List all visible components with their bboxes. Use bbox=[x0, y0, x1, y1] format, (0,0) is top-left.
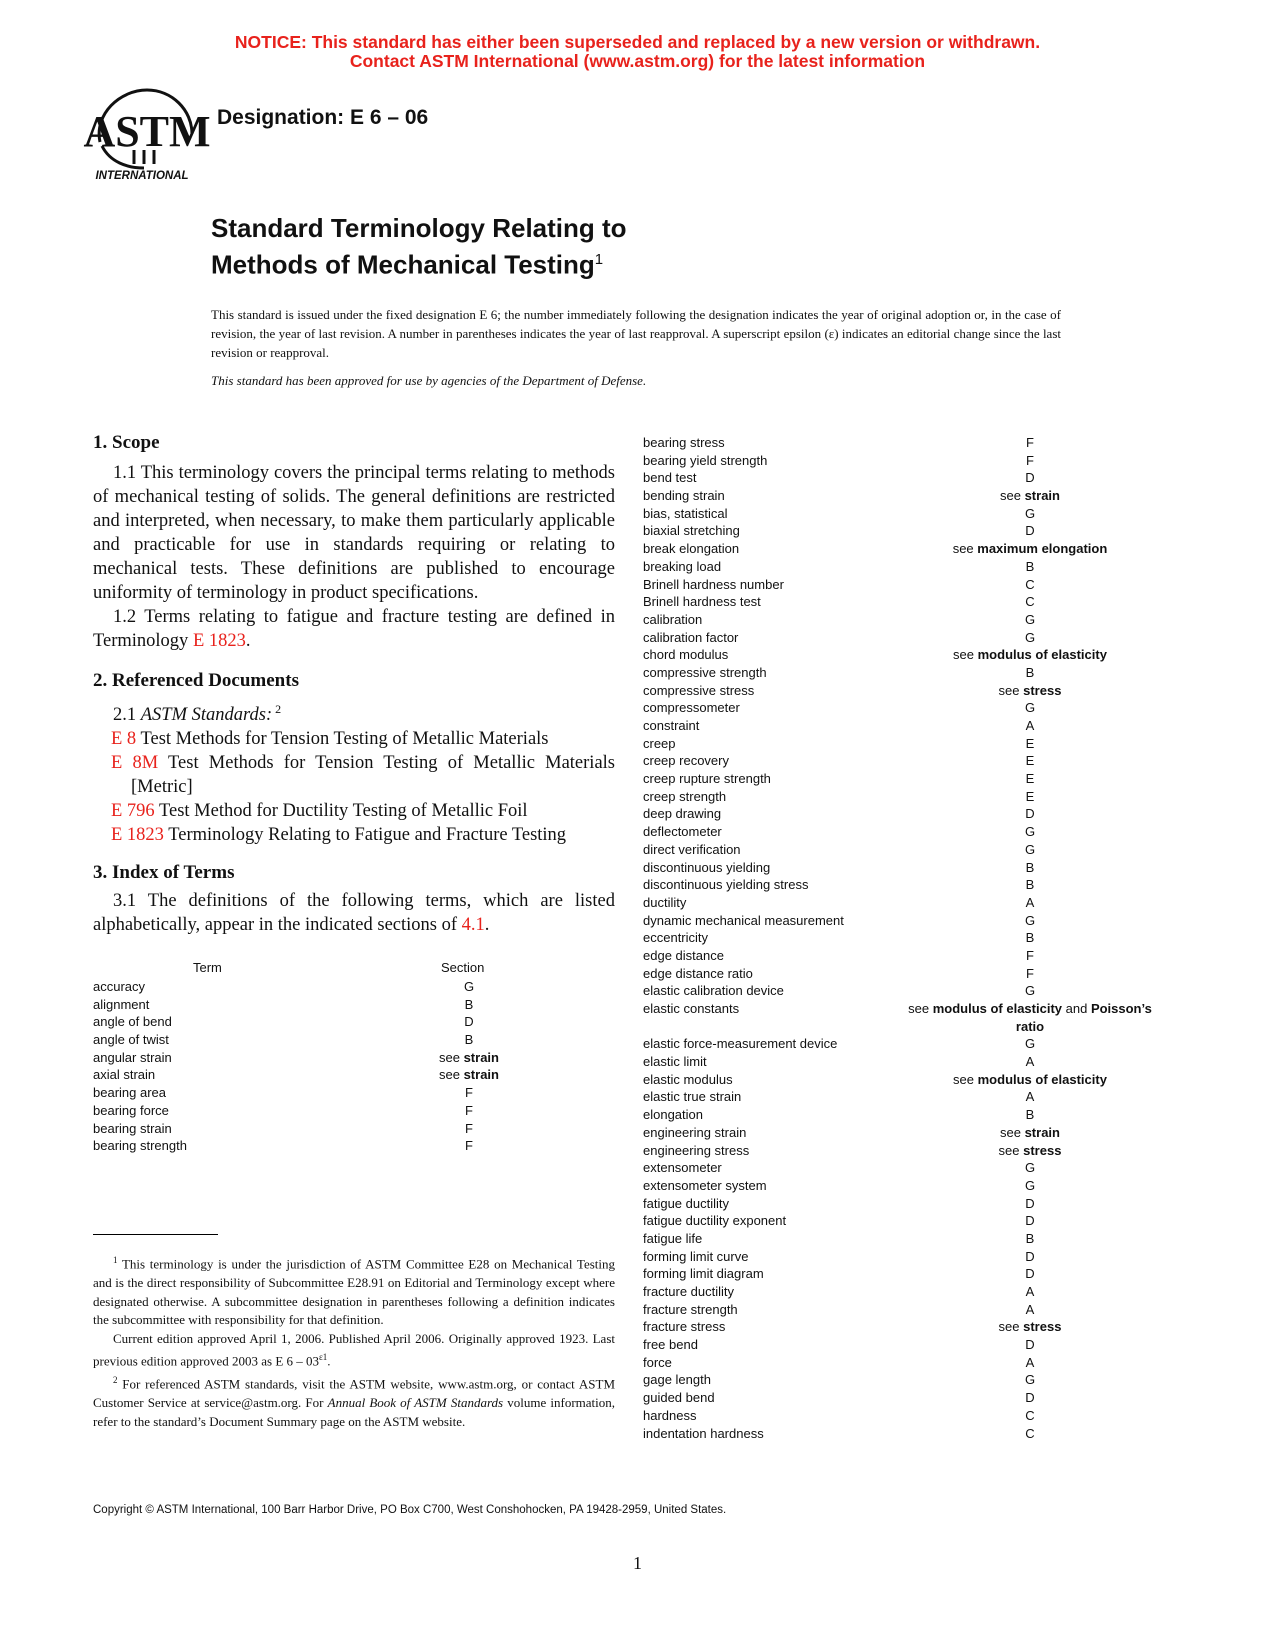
index-row bbox=[93, 1084, 615, 1102]
index-section: A bbox=[1025, 1284, 1035, 1299]
index-row bbox=[643, 1371, 1183, 1389]
index-section: E bbox=[1025, 771, 1035, 787]
index-term: angle of twist bbox=[93, 1032, 169, 1048]
scope-paragraph-2 bbox=[93, 605, 615, 653]
index-row bbox=[643, 894, 1183, 912]
index-term: elastic modulus bbox=[643, 1071, 733, 1087]
index-section bbox=[885, 682, 1175, 700]
index-term: angular strain bbox=[93, 1049, 172, 1065]
index-row bbox=[643, 965, 1183, 983]
scope-paragraph-1: 1.1 This terminology covers the principal terms relating to methods of mechanical testing of solids. The general definitions are restricted and interpreted, when necessary, to make them particularly applicable and practicable for use in standards requiring or relating to mechanical tests. These definitions are published to encourage uniformity of terminology in product specifications. bbox=[93, 463, 615, 603]
index-see-target: strain bbox=[463, 1049, 499, 1065]
index-row bbox=[643, 664, 1183, 682]
index-row bbox=[643, 1318, 1183, 1336]
index-term: breaking load bbox=[643, 558, 722, 574]
index-row bbox=[643, 770, 1183, 788]
index-row bbox=[643, 469, 1183, 487]
refdocs-sub-num: 2.1 bbox=[113, 705, 141, 726]
footnote-1-edition-end: . bbox=[327, 1353, 331, 1369]
index-row bbox=[643, 1283, 1183, 1301]
index-row bbox=[643, 982, 1183, 1000]
designation: Designation: E 6 – 06 bbox=[217, 106, 429, 129]
index-see-target: modulus of elasticity bbox=[932, 1001, 1063, 1016]
index-section: D bbox=[1025, 1266, 1035, 1282]
footnote-1-edition-text: Current edition approved April 1, 2006. Published April 2006. Originally approved 1923. Last previous edition approved 2003 as E 6 – 03 bbox=[93, 1330, 615, 1369]
footnote-1-edition bbox=[93, 1330, 615, 1372]
index-section bbox=[885, 487, 1175, 505]
index-section: G bbox=[1024, 841, 1036, 857]
col-header-term: Term bbox=[193, 960, 222, 975]
index-row bbox=[643, 682, 1183, 700]
footnote-2 bbox=[93, 1371, 615, 1431]
index-term: compressive strength bbox=[643, 664, 767, 680]
footnote-rule bbox=[93, 1234, 218, 1235]
index-row bbox=[643, 1088, 1183, 1106]
index-section: F bbox=[1026, 435, 1034, 450]
index-row bbox=[643, 522, 1183, 540]
index-section: A bbox=[1025, 1089, 1035, 1105]
index-term: fracture stress bbox=[643, 1319, 726, 1335]
index-row bbox=[93, 1120, 615, 1138]
index-section: G bbox=[1024, 700, 1036, 716]
index-section: G bbox=[1024, 1160, 1036, 1176]
index-row bbox=[643, 805, 1183, 823]
index-term: fatigue ductility exponent bbox=[643, 1213, 787, 1229]
index-term: elongation bbox=[643, 1107, 703, 1123]
index-section bbox=[885, 1142, 1175, 1160]
reference-list bbox=[93, 727, 615, 847]
index-term: creep strength bbox=[643, 788, 727, 804]
svg-text:ASTM: ASTM bbox=[83, 107, 211, 156]
index-section: D bbox=[1025, 1195, 1035, 1211]
index-section: F bbox=[465, 1085, 473, 1101]
index-section bbox=[885, 646, 1175, 664]
footnote-1-mark: 1 bbox=[113, 1255, 118, 1265]
index-section: G bbox=[1024, 1036, 1036, 1052]
index-term: bearing yield strength bbox=[643, 452, 768, 468]
index-section: D bbox=[1025, 806, 1035, 822]
index-row bbox=[643, 1336, 1183, 1354]
index-row bbox=[643, 629, 1183, 647]
index-section: B bbox=[464, 1032, 474, 1048]
index-see-word: see bbox=[953, 1071, 978, 1087]
index-row bbox=[643, 505, 1183, 523]
index-term: calibration bbox=[643, 611, 703, 627]
astm-logo-icon bbox=[83, 84, 211, 182]
index-see-target: strain bbox=[1024, 488, 1060, 504]
index-section: A bbox=[1025, 894, 1035, 910]
index-row bbox=[643, 912, 1183, 930]
index-see-target: stress bbox=[1023, 682, 1062, 698]
index-row bbox=[643, 1195, 1183, 1213]
index-term: bending strain bbox=[643, 488, 725, 504]
reference-item bbox=[93, 799, 615, 823]
scope-p2-text: 1.2 Terms relating to fatigue and fracture testing are defined in Terminology bbox=[93, 607, 615, 651]
index-term: Brinell hardness number bbox=[643, 576, 784, 592]
index-row bbox=[93, 978, 615, 996]
index-term: hardness bbox=[643, 1407, 697, 1423]
index-term: bearing area bbox=[93, 1085, 166, 1101]
index-section: B bbox=[1025, 1230, 1035, 1246]
index-term: forming limit diagram bbox=[643, 1266, 764, 1282]
index-row bbox=[643, 788, 1183, 806]
index-row bbox=[643, 1389, 1183, 1407]
index-row bbox=[93, 1013, 615, 1031]
index-see-target: stress bbox=[1023, 1142, 1062, 1158]
index-term: discontinuous yielding bbox=[643, 859, 771, 875]
index-row bbox=[643, 717, 1183, 735]
index-section: F bbox=[465, 1120, 473, 1136]
index-section: B bbox=[1025, 664, 1035, 680]
index-term: elastic force-measurement device bbox=[643, 1036, 838, 1052]
index-section: B bbox=[1025, 1107, 1035, 1123]
index-section: E bbox=[1025, 753, 1035, 769]
index-term: axial strain bbox=[93, 1067, 156, 1083]
index-term: chord modulus bbox=[643, 647, 729, 663]
index-term: free bend bbox=[643, 1337, 698, 1353]
index-row bbox=[643, 1053, 1183, 1071]
index-term: calibration factor bbox=[643, 629, 739, 645]
page-number: 1 bbox=[633, 1553, 642, 1573]
index-see-word: see bbox=[439, 1049, 464, 1065]
index-see-target-continued: ratio bbox=[1015, 1018, 1045, 1034]
reference-code-link[interactable]: E 796 bbox=[111, 801, 155, 822]
scope-p2-end: . bbox=[245, 631, 251, 651]
index-row-continuation bbox=[643, 1018, 1183, 1036]
index-section: F bbox=[1026, 452, 1034, 468]
index-section: G bbox=[1024, 629, 1036, 645]
index-row bbox=[643, 452, 1183, 470]
index-term: direct verification bbox=[643, 841, 741, 857]
reference-code-link[interactable]: E 1823 bbox=[111, 825, 164, 846]
index-heading: 3. Index of Terms bbox=[93, 862, 235, 884]
index-term: edge distance bbox=[643, 947, 724, 963]
index-term: fatigue ductility bbox=[643, 1195, 729, 1211]
footnote-1-text: This terminology is under the jurisdiction of ASTM Committee E28 on Mechanical Testing and is the direct responsibility of Subcommittee E28.91 on Editorial and Terminology except where designated otherwise. A subcommittee designation in parentheses following a definition indicates the subcommittee with responsibility for that definition. bbox=[93, 1256, 615, 1328]
index-section: G bbox=[1024, 824, 1036, 840]
index-row bbox=[643, 1035, 1183, 1053]
index-term: compressive stress bbox=[643, 682, 755, 698]
index-see-word: see bbox=[998, 682, 1024, 698]
index-row bbox=[643, 1177, 1183, 1195]
index-section: C bbox=[1025, 1425, 1035, 1441]
index-row bbox=[93, 1102, 615, 1120]
document-title bbox=[211, 213, 627, 281]
reference-item bbox=[93, 751, 615, 799]
index-row bbox=[643, 1265, 1183, 1283]
reference-code-link[interactable]: E 8 bbox=[111, 729, 137, 750]
notice-line-2: Contact ASTM International (www.astm.org) for the latest information bbox=[349, 51, 926, 71]
index-section: D bbox=[1025, 1390, 1035, 1406]
index-term: bearing strength bbox=[93, 1138, 187, 1154]
footnote-2-text: For referenced ASTM standards, visit the ASTM website, www.astm.org, or contact ASTM Customer Service at service@astm.org. For bbox=[93, 1376, 615, 1411]
index-section: C bbox=[1025, 594, 1035, 610]
title-line-1: Standard Terminology Relating to bbox=[211, 213, 627, 243]
index-table-right bbox=[643, 434, 1183, 1442]
refdocs-heading: 2. Referenced Documents bbox=[93, 670, 299, 691]
index-section bbox=[885, 1000, 1175, 1018]
index-row bbox=[643, 1212, 1183, 1230]
index-row bbox=[643, 487, 1183, 505]
index-term: alignment bbox=[93, 996, 150, 1012]
index-term: creep recovery bbox=[643, 753, 729, 769]
index-see-target: modulus of elasticity bbox=[977, 1071, 1107, 1087]
index-term: constraint bbox=[643, 718, 700, 733]
footnote-2-italic: Annual Book of ASTM Standards bbox=[327, 1395, 504, 1411]
footnote-1 bbox=[93, 1251, 615, 1330]
index-term: bearing strain bbox=[93, 1120, 172, 1136]
index-section: D bbox=[464, 1014, 474, 1030]
index-row bbox=[643, 540, 1183, 558]
index-see-word: see bbox=[998, 1142, 1024, 1158]
index-row bbox=[643, 841, 1183, 859]
index-section: D bbox=[1025, 1337, 1035, 1353]
index-see-word: see bbox=[998, 1319, 1024, 1335]
section-4-1-link[interactable]: 4.1 bbox=[461, 915, 485, 936]
index-row bbox=[643, 1142, 1183, 1160]
logo-org-text: INTERNATIONAL bbox=[95, 170, 189, 182]
index-row bbox=[643, 1407, 1183, 1425]
index-term: eccentricity bbox=[643, 930, 709, 946]
index-term: accuracy bbox=[93, 979, 146, 994]
index-see-target: maximum elongation bbox=[977, 541, 1108, 557]
index-term: elastic calibration device bbox=[643, 983, 784, 999]
index-row bbox=[643, 593, 1183, 611]
index-term: gage length bbox=[643, 1372, 711, 1388]
index-section: A bbox=[1025, 718, 1035, 733]
index-row bbox=[643, 1000, 1183, 1018]
index-row bbox=[93, 1066, 615, 1084]
index-section: B bbox=[1025, 558, 1035, 574]
index-section bbox=[885, 1318, 1175, 1336]
index-section: G bbox=[463, 979, 475, 994]
index-row bbox=[643, 1425, 1183, 1443]
index-row bbox=[643, 558, 1183, 576]
index-rows-left bbox=[93, 978, 615, 1155]
reference-item bbox=[93, 823, 615, 847]
index-see-target: strain bbox=[463, 1067, 499, 1083]
index-term: break elongation bbox=[643, 541, 740, 557]
index-section: G bbox=[1024, 611, 1036, 627]
index-section: D bbox=[1025, 1213, 1035, 1229]
index-see-word: see bbox=[953, 647, 978, 663]
index-section: E bbox=[1025, 788, 1035, 804]
index-row bbox=[643, 1106, 1183, 1124]
index-term: discontinuous yielding stress bbox=[643, 877, 809, 893]
col-header-section: Section bbox=[441, 960, 485, 975]
index-see-mid: and bbox=[1062, 1001, 1091, 1016]
index-term: bias, statistical bbox=[643, 505, 728, 521]
index-table-left bbox=[93, 960, 615, 1155]
left-column bbox=[93, 431, 615, 937]
index-row bbox=[643, 1071, 1183, 1089]
notice-line-1: NOTICE: This standard has either been superseded and replaced by a new version or withdrawn. bbox=[234, 32, 1041, 52]
index-section: C bbox=[1025, 576, 1035, 592]
index-row bbox=[643, 1301, 1183, 1319]
index-p1-text: 3.1 The definitions of the following terms, which are listed alphabetically, appear in the indicated sections of bbox=[93, 891, 615, 936]
index-section bbox=[359, 1066, 579, 1084]
index-row bbox=[93, 996, 615, 1014]
index-table-header bbox=[93, 960, 615, 978]
reference-title: Test Method for Ductility Testing of Metallic Foil bbox=[154, 801, 528, 822]
index-section bbox=[885, 540, 1175, 558]
index-section: B bbox=[464, 996, 474, 1012]
index-section: G bbox=[1024, 1372, 1036, 1388]
index-row bbox=[643, 947, 1183, 965]
index-term: angle of bend bbox=[93, 1014, 172, 1030]
index-row bbox=[643, 859, 1183, 877]
index-term: fracture strength bbox=[643, 1301, 738, 1317]
index-see-word: see bbox=[952, 541, 978, 557]
index-term: bearing stress bbox=[643, 435, 725, 450]
refdocs-sub-mark: 2 bbox=[272, 702, 282, 716]
issued-note: This standard is issued under the fixed designation E 6; the number immediately following the designation indicates the year of original adoption or, in the case of revision, the year of last revision. A number in parentheses indicates the year of last reapproval. A superscript epsilon (ε) indicates an editorial change since the last revision or reapproval. bbox=[211, 307, 1061, 360]
index-term: engineering stress bbox=[643, 1142, 750, 1158]
reference-title: Test Methods for Tension Testing of Metallic Materials [Metric] bbox=[131, 753, 615, 798]
footnote-2-mark: 2 bbox=[113, 1375, 118, 1386]
copyright: Copyright © ASTM International, 100 Barr Harbor Drive, PO Box C700, West Conshohocken, PA 19428-2959, United States. bbox=[93, 1504, 727, 1516]
index-term: fatigue life bbox=[643, 1230, 703, 1246]
reference-item bbox=[93, 727, 615, 751]
index-term: fracture ductility bbox=[643, 1284, 735, 1299]
index-row bbox=[643, 699, 1183, 717]
index-term: extensometer system bbox=[643, 1177, 767, 1193]
index-see-target: modulus of elasticity bbox=[977, 647, 1107, 663]
index-section: B bbox=[1025, 877, 1035, 893]
supersede-notice bbox=[0, 33, 1275, 71]
index-section: G bbox=[1024, 912, 1036, 928]
footnote-1-edition-sup: ε1 bbox=[319, 1352, 328, 1363]
index-term: Brinell hardness test bbox=[643, 594, 761, 610]
index-section: D bbox=[1025, 1248, 1035, 1264]
index-row bbox=[93, 1049, 615, 1067]
index-section bbox=[359, 1049, 579, 1067]
index-row bbox=[643, 434, 1183, 452]
index-row bbox=[643, 1248, 1183, 1266]
index-section: A bbox=[1025, 1354, 1035, 1370]
index-section: F bbox=[465, 1102, 473, 1118]
index-p1-end: . bbox=[484, 915, 490, 936]
refdocs-sub-label: ASTM Standards: bbox=[140, 705, 273, 726]
index-section: B bbox=[1025, 859, 1035, 875]
index-term: deflectometer bbox=[643, 824, 722, 840]
index-see-word: see bbox=[439, 1067, 464, 1083]
index-rows-right bbox=[643, 434, 1183, 1442]
index-term: creep bbox=[643, 735, 676, 751]
index-term: elastic true strain bbox=[643, 1089, 742, 1105]
index-term: engineering strain bbox=[643, 1124, 747, 1140]
index-row bbox=[643, 611, 1183, 629]
index-row bbox=[643, 876, 1183, 894]
index-section: A bbox=[1025, 1054, 1035, 1070]
index-term: creep rupture strength bbox=[643, 771, 771, 787]
index-term: compressometer bbox=[643, 700, 740, 716]
footnotes bbox=[93, 1251, 615, 1431]
index-term: force bbox=[643, 1354, 672, 1370]
index-section: F bbox=[1026, 947, 1034, 963]
refdocs-subheading bbox=[93, 697, 615, 727]
index-section: F bbox=[465, 1138, 473, 1154]
index-term: dynamic mechanical measurement bbox=[643, 912, 844, 928]
index-section: G bbox=[1024, 505, 1036, 521]
dod-note: This standard has been approved for use by agencies of the Department of Defense. bbox=[211, 373, 647, 388]
index-section bbox=[885, 1124, 1175, 1142]
index-term: elastic constants bbox=[643, 1001, 740, 1016]
index-see-word: see bbox=[1000, 1124, 1025, 1140]
index-section: G bbox=[1024, 1177, 1036, 1193]
index-term: forming limit curve bbox=[643, 1248, 749, 1264]
index-section: G bbox=[1024, 983, 1036, 999]
index-row bbox=[93, 1031, 615, 1049]
index-see-target-2: Poisson’s bbox=[1090, 1001, 1152, 1016]
index-see-word: see bbox=[908, 1001, 933, 1016]
index-row bbox=[643, 1230, 1183, 1248]
index-see-target: strain bbox=[1024, 1124, 1060, 1140]
index-row bbox=[93, 1137, 615, 1155]
index-term: edge distance ratio bbox=[643, 965, 753, 981]
index-term: deep drawing bbox=[643, 806, 722, 822]
index-term: guided bend bbox=[643, 1390, 715, 1406]
index-row bbox=[643, 1354, 1183, 1372]
index-term: biaxial stretching bbox=[643, 523, 740, 539]
index-row bbox=[643, 1124, 1183, 1142]
reference-title: Terminology Relating to Fatigue and Fracture Testing bbox=[163, 825, 567, 846]
index-see-target: stress bbox=[1023, 1319, 1062, 1335]
title-line-2: Methods of Mechanical Testing bbox=[211, 249, 595, 280]
title-footnote-mark: 1 bbox=[594, 251, 604, 268]
index-term: ductility bbox=[643, 894, 687, 910]
index-see-word: see bbox=[1000, 488, 1025, 504]
index-section: D bbox=[1025, 523, 1035, 539]
index-term: elastic limit bbox=[643, 1054, 707, 1070]
index-section bbox=[885, 1071, 1175, 1089]
index-term: bearing force bbox=[93, 1102, 169, 1118]
index-row bbox=[643, 929, 1183, 947]
index-section: F bbox=[1026, 965, 1034, 981]
index-section: E bbox=[1025, 735, 1035, 751]
index-section: A bbox=[1025, 1301, 1035, 1317]
index-row bbox=[643, 1159, 1183, 1177]
scope-heading: 1. Scope bbox=[93, 432, 160, 453]
footnote-2-end: volume information, refer to the standard’s Document Summary page on the ASTM website. bbox=[93, 1395, 615, 1429]
e1823-link[interactable]: E 1823 bbox=[192, 631, 246, 651]
index-row bbox=[643, 576, 1183, 594]
index-row bbox=[643, 646, 1183, 664]
reference-title: Test Methods for Tension Testing of Metallic Materials bbox=[136, 729, 549, 750]
index-term: extensometer bbox=[643, 1160, 722, 1176]
index-row bbox=[643, 752, 1183, 770]
index-paragraph bbox=[93, 889, 615, 937]
index-term: bend test bbox=[643, 470, 697, 486]
index-section: C bbox=[1025, 1407, 1035, 1423]
index-section: D bbox=[1025, 470, 1035, 486]
index-row bbox=[643, 735, 1183, 753]
index-term: indentation hardness bbox=[643, 1425, 764, 1441]
reference-code-link[interactable]: E 8M bbox=[111, 753, 159, 774]
index-section: B bbox=[1025, 930, 1035, 946]
index-row bbox=[643, 823, 1183, 841]
